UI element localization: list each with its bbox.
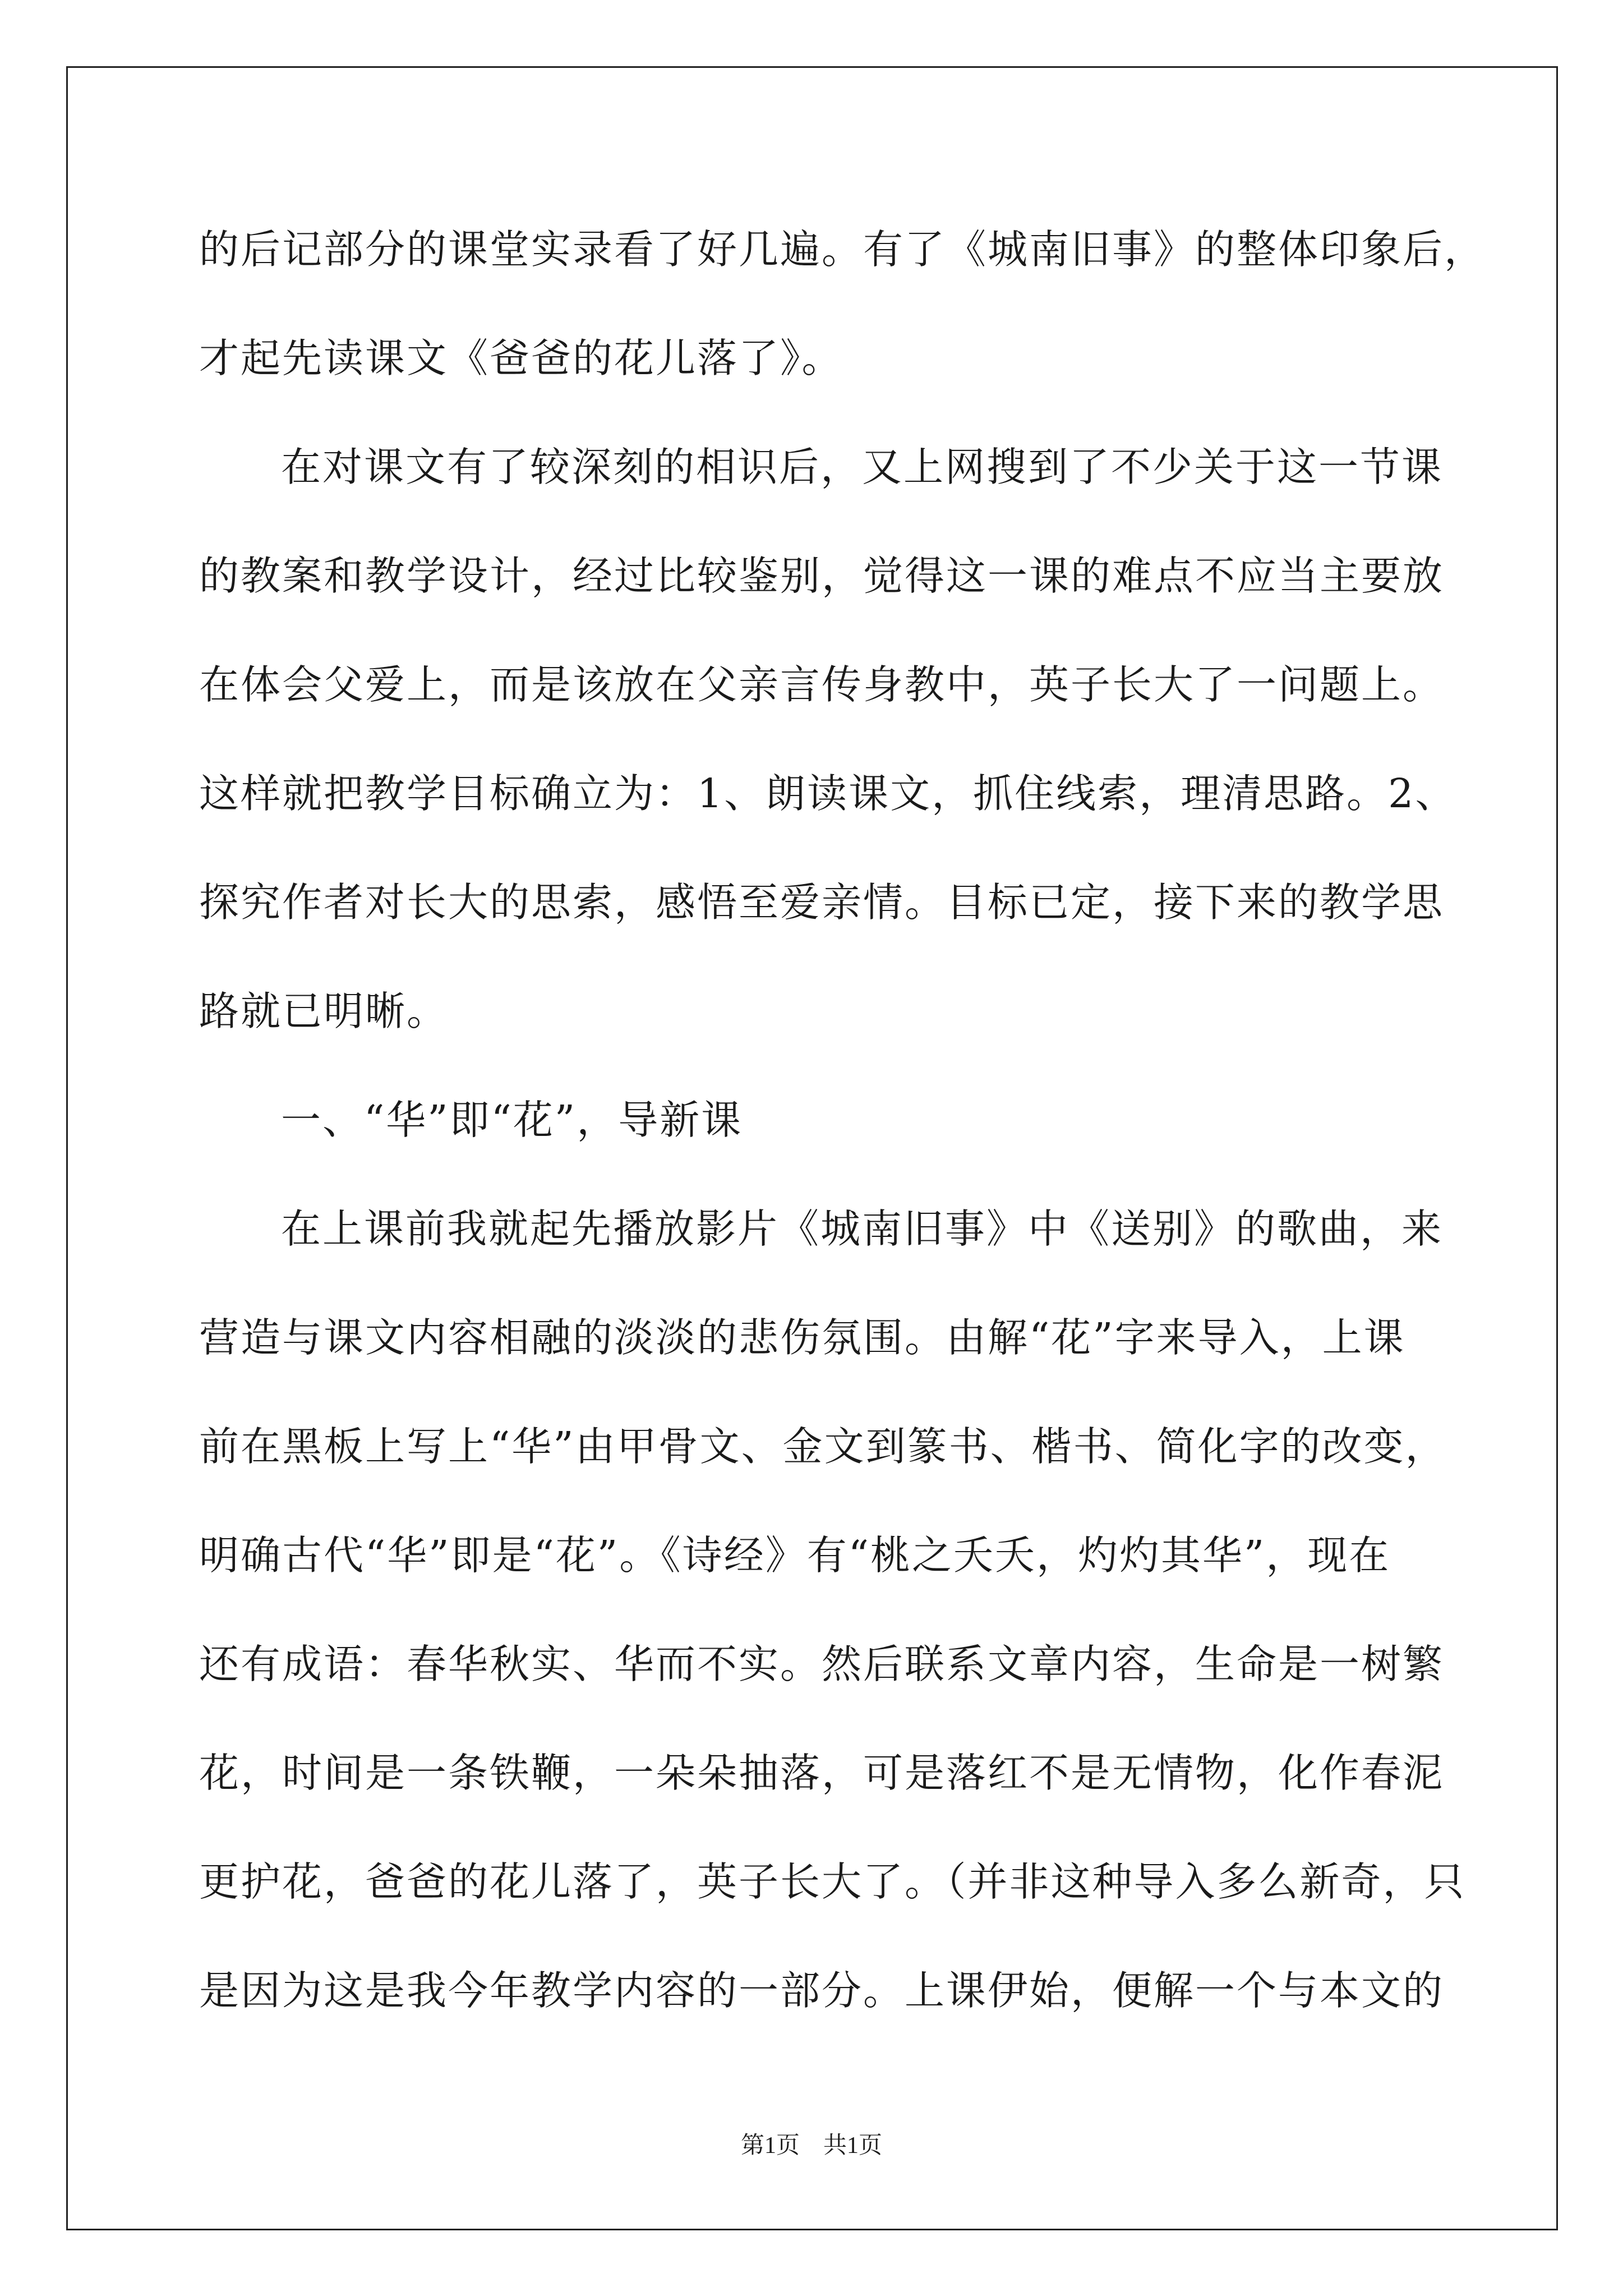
page-number-footer: 第1页 共1页 (740, 2133, 882, 2159)
text-line: 在上课前我就起先播放影片《城南旧事》中《送别》的歌曲，来 (281, 1205, 1444, 1252)
text-line: 更护花，爸爸的花儿落了，英子长大了。（并非这种导入多么新奇，只 (199, 1858, 1466, 1905)
text-line: 在对课文有了较深刻的相识后，又上网搜到了不少关于这一节课 (281, 444, 1444, 490)
text-line: 花，时间是一条铁鞭，一朵朵抽落，可是落红不是无情物，化作春泥 (199, 1750, 1445, 1796)
text-line: 路就已明晰。 (199, 988, 449, 1034)
text-line: 前在黑板上写上“华”由甲骨文、金文到篆书、楷书、简化字的改变， (199, 1423, 1447, 1470)
text-line: 这样就把教学目标确立为：1、朗读课文，抓住线索，理清思路。2、 (199, 770, 1457, 817)
text-line: 的教案和教学设计，经过比较鉴别，觉得这一课的难点不应当主要放 (199, 553, 1445, 599)
section-heading: 一、“华”即“花”，导新课 (281, 1097, 743, 1143)
text-line: 还有成语：春华秋实、华而不实。然后联系文章内容，生命是一树繁 (199, 1641, 1445, 1687)
text-line: 明确古代“华”即是“花”。《诗经》有“桃之夭夭，灼灼其华”，现在 (199, 1532, 1391, 1579)
text-line: 的后记部分的课堂实录看了好几遍。有了《城南旧事》的整体印象后， (199, 226, 1486, 273)
text-line: 是因为这是我今年教学内容的一部分。上课伊始，便解一个与本文的 (199, 1967, 1445, 2014)
text-line: 营造与课文内容相融的淡淡的悲伤氛围。由解“花”字来导入，上课 (199, 1314, 1405, 1361)
text-line: 在体会父爱上，而是该放在父亲言传身教中，英子长大了一问题上。 (199, 661, 1445, 708)
document-body (199, 213, 1486, 2063)
text-line: 探究作者对长大的思索，感悟至爱亲情。目标已定，接下来的教学思 (199, 879, 1445, 926)
text-line: 才起先读课文《爸爸的花儿落了》。 (199, 335, 843, 381)
